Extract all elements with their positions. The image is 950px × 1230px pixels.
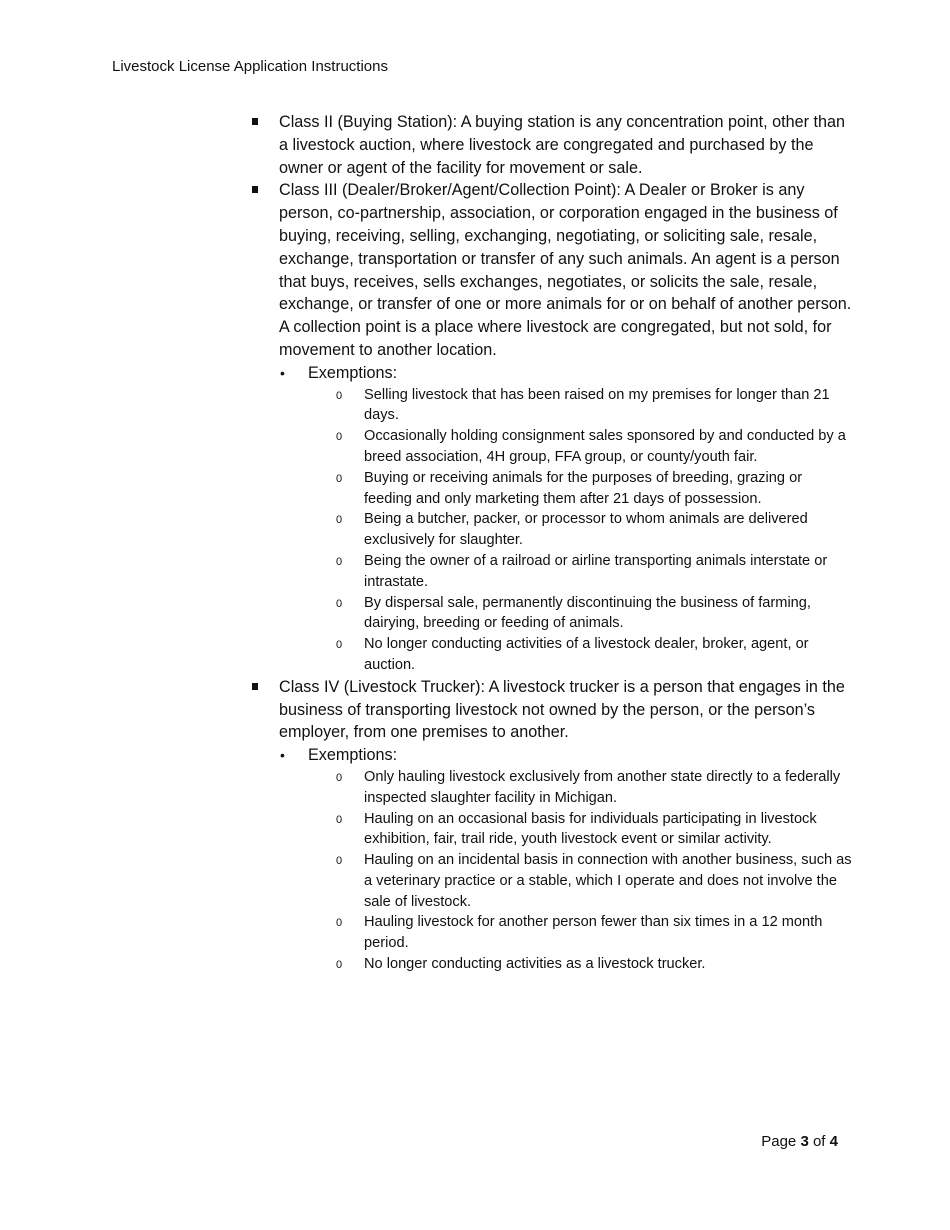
exemption-item <box>252 954 852 975</box>
exemption-text: No longer conducting activities of a livestock dealer, broker, agent, or auction. <box>364 636 809 673</box>
sub-bullet-icon: 0 <box>336 917 343 930</box>
exemption-text: Occasionally holding consignment sales sponsored by and conducted by a breed association, 4H group, FFA group, or county/youth fair. <box>364 428 846 465</box>
class-iv-exemptions <box>252 744 852 767</box>
exemption-text: Only hauling livestock exclusively from another state directly to a federally inspected slaughter facility in Michigan. <box>364 768 841 806</box>
sub-bullet-icon: 0 <box>336 855 343 868</box>
class-iv-item <box>252 676 852 744</box>
exemption-item <box>252 385 852 427</box>
round-bullet-icon: • <box>280 364 285 381</box>
exemption-text: Hauling on an incidental basis in connection with another business, such as a veterinary practice or a stable, which I operate and does not involve the sale of livestock. <box>364 852 852 910</box>
sub-bullet-icon: 0 <box>336 597 343 610</box>
exemption-item <box>252 593 852 635</box>
exemptions-label: Exemptions: <box>308 746 398 765</box>
square-bullet-icon <box>252 683 258 690</box>
square-bullet-icon <box>252 118 258 125</box>
exemption-item <box>252 509 852 551</box>
exemption-text: No longer conducting activities as a livestock trucker. <box>364 956 706 973</box>
class-ii-item <box>252 111 852 179</box>
exemption-text: By dispersal sale, permanently discontinuing the business of farming, dairying, breeding or feeding of animals. <box>364 594 811 632</box>
exemption-item <box>252 634 852 676</box>
class-iii-item <box>252 179 852 361</box>
exemption-item <box>252 426 852 468</box>
class-iv-text: Class IV (Livestock Trucker): A livestock trucker is a person that engages in the business of transporting livestock not owned by the person, or the person’s employer, from one premises to another. <box>279 677 845 742</box>
sub-bullet-icon: 0 <box>336 555 343 568</box>
exemption-item <box>252 468 852 510</box>
total-pages: 4 <box>829 1133 838 1150</box>
sub-bullet-icon: 0 <box>336 472 343 485</box>
sub-bullet-icon: 0 <box>336 639 343 652</box>
class-list <box>252 111 852 975</box>
exemption-item <box>252 767 852 809</box>
exemption-text: Selling livestock that has been raised on my premises for longer than 21 days. <box>364 386 830 424</box>
sub-bullet-icon: 0 <box>336 813 343 826</box>
current-page: 3 <box>800 1133 809 1150</box>
square-bullet-icon <box>252 186 258 193</box>
exemptions-label: Exemptions: <box>308 363 398 382</box>
class-iii-text: Class III (Dealer/Broker/Agent/Collection Point): A Dealer or Broker is any person, co-partnership, association, or corporation engaged in the business of buying, receiving, selling, exchanging, negotiating, or soliciting sale, resale, exchange, transportation or transfer of any such animals. An agent is a person that buys, receives, sells exchanges, negotiates, or solicits the sale, resale, exchange, or transfer of one or more animals for or on behalf of another person. A collection point is a place where livestock are congregated, but not sold, for movement to another location. <box>279 181 852 359</box>
sub-bullet-icon: 0 <box>336 389 343 402</box>
exemption-item <box>252 912 852 954</box>
page-of: of <box>812 1133 826 1150</box>
page-number <box>761 1132 838 1152</box>
exemption-text: Being a butcher, packer, or processor to whom animals are delivered exclusively for slaughter. <box>364 511 808 549</box>
page-header: Livestock License Application Instructions <box>112 58 388 75</box>
sub-bullet-icon: 0 <box>336 431 343 444</box>
round-bullet-icon: • <box>280 747 285 764</box>
exemption-text: Buying or receiving animals for the purposes of breeding, grazing or feeding and only marketing them after 21 days of possession. <box>364 469 803 507</box>
class-ii-text: Class II (Buying Station): A buying station is any concentration point, other than a livestock auction, where livestock are congregated and purchased by the owner or agent of the facility for movement or sale. <box>279 113 845 177</box>
sub-bullet-icon: 0 <box>336 771 343 784</box>
exemption-text: Being the owner of a railroad or airline transporting animals interstate or intrastate. <box>364 552 828 590</box>
class-iii-exemptions <box>252 362 852 385</box>
sub-bullet-icon: 0 <box>336 514 343 527</box>
exemption-item <box>252 809 852 851</box>
exemption-item <box>252 551 852 593</box>
document-body <box>252 111 852 975</box>
exemption-item <box>252 850 852 912</box>
page-prefix: Page <box>761 1133 797 1150</box>
sub-bullet-icon: 0 <box>336 959 343 972</box>
exemption-text: Hauling on an occasional basis for individuals participating in livestock exhibition, fair, trail ride, youth livestock event or similar activity. <box>364 810 817 848</box>
exemption-text: Hauling livestock for another person fewer than six times in a 12 month period. <box>364 914 823 952</box>
